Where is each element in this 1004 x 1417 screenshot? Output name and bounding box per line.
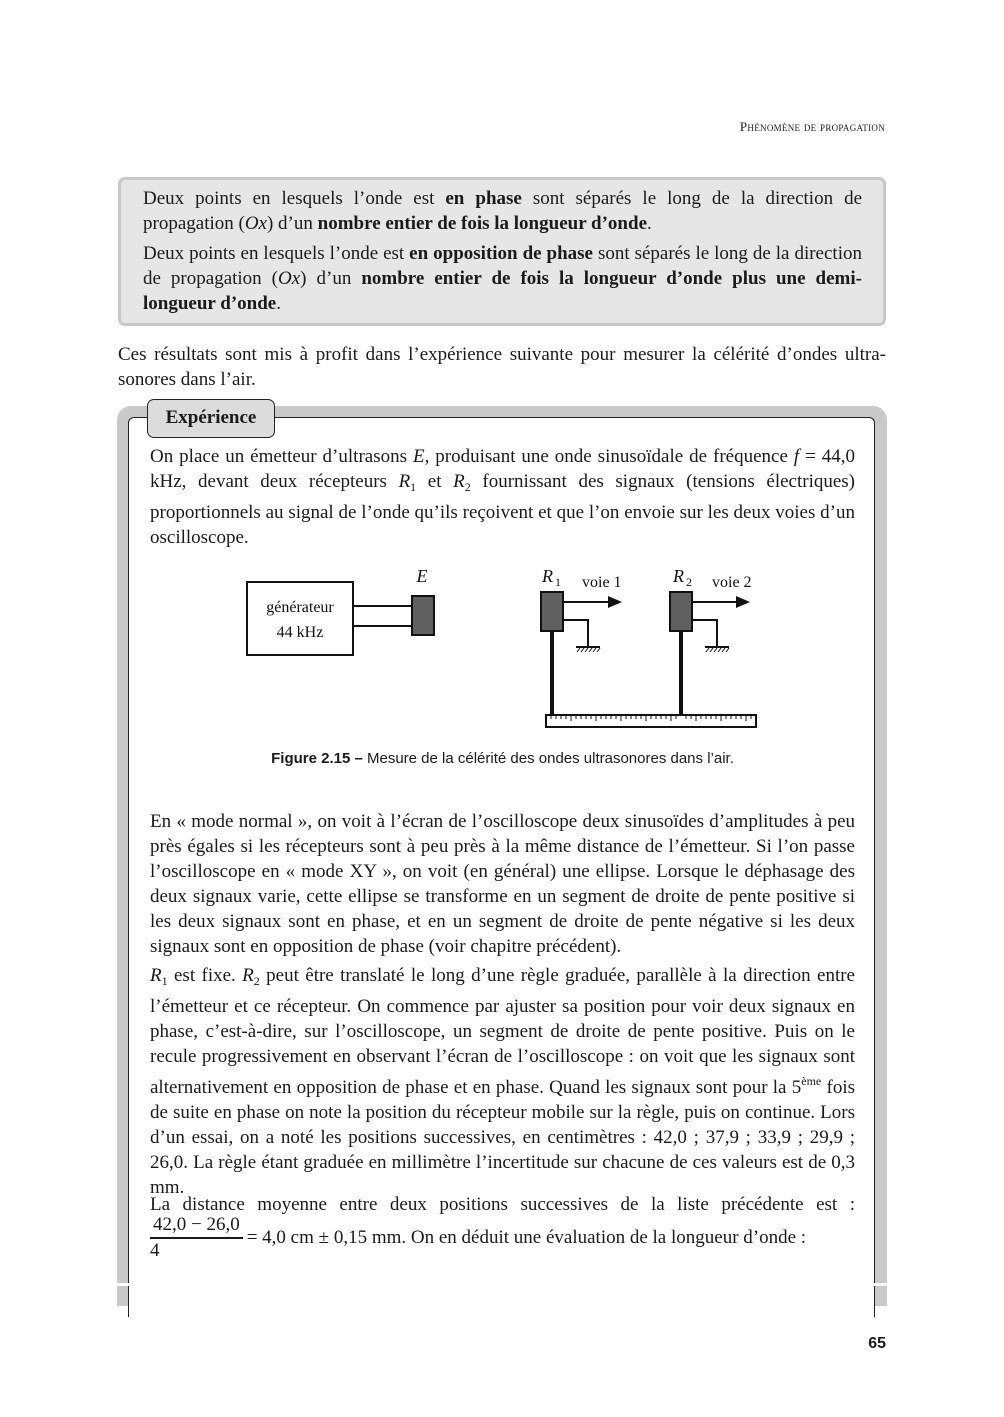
result-intro-text: La distance moyenne entre deux positions successives de la liste précédente est :	[150, 1194, 855, 1215]
page-number: 65	[868, 1335, 886, 1352]
generator-box	[247, 582, 353, 655]
definition-opposition: Deux points en lesquels l’onde est en opposition de phase sont séparés le long de la direction de propagation (Ox) d’un nombre entier de fois la longueur d’onde plus une demi-longueur d’onde.	[143, 243, 862, 314]
svg-text:R: R	[542, 566, 553, 586]
svg-text:1: 1	[555, 575, 561, 589]
intro-paragraph: Ces résultats sont mis à profit dans l’expérience suivante pour mesurer la célérité d’ondes ultra-sonores dans l’air.	[118, 344, 886, 390]
svg-text:44 kHz: 44 kHz	[276, 624, 324, 641]
result-formula-line: $\frac{42,0 - 26,0}{4}$ = 4,0 cm ± 0,15 mm. On en déduit une évaluation de la longueur d’onde :	[150, 1214, 807, 1261]
ground-2-icon	[705, 647, 729, 652]
channel-1-arrow-icon	[608, 596, 622, 608]
fraction-mean-distance: $\frac{42,0 - 26,0}{4}$	[150, 1214, 243, 1263]
receiver-1	[541, 566, 622, 715]
running-head: Phénomène de propagation	[739, 119, 885, 134]
experience-tab-label: Expérience	[147, 399, 275, 438]
figure-setup-diagram	[230, 560, 790, 740]
graduated-ruler	[546, 715, 756, 727]
channel-2-arrow-icon	[736, 596, 750, 608]
svg-text:voie 1: voie 1	[582, 574, 622, 591]
svg-text:2: 2	[686, 575, 692, 589]
emitter-transducer	[412, 566, 434, 635]
definition-in-phase: Deux points en lesquels l’onde est en phase sont séparés le long de la direction de propagation (Ox) d’un nombre entier de fois la longueur d’onde.	[143, 188, 862, 234]
ground-1-icon	[576, 647, 600, 652]
receiver-2	[670, 566, 752, 715]
svg-text:générateur: générateur	[266, 599, 334, 616]
experience-paragraph-result	[150, 1192, 855, 1263]
svg-text:R: R	[673, 566, 684, 586]
figure-caption: Figure 2.15 – Mesure de la célérité des ondes ultrasonores dans l’air.	[271, 750, 734, 767]
page-break-edge	[110, 1283, 900, 1286]
experience-paragraph-modes: En « mode normal », on voit à l’écran de l’oscilloscope deux sinusoïdes d’amplitudes à peu près égales si les récepteurs sont à peu près à la même distance de l’émetteur. Si l’on passe l’oscilloscope en « mode XY », on voit (en général) une ellipse. Lorsque le déphasage des deux signaux varie, cette ellipse se transforme en un segment de droite de pente positive si les deux signaux sont en phase, et en un segment de droite de pente négative si les deux signaux sont en opposition de phase (voir chapitre précédent).	[150, 811, 855, 957]
experience-paragraph-setup: On place un émetteur d’ultrasons E, produisant une onde sinusoïdale de fréquence f = 44,0 kHz, devant deux récepteurs $R_1$ et $R_2$ fournissant des signaux (tensions électriques) proportionnels au signal de l’onde qu’ils reçoivent et que l’on envoie sur les deux voies d’un oscilloscope.	[150, 446, 856, 548]
svg-text:E: E	[416, 566, 428, 586]
svg-text:voie 2: voie 2	[712, 574, 752, 591]
experience-paragraph-procedure: $R_1$ est fixe. $R_2$ peut être translaté le long d’une règle graduée, parallèle à la direction entre l’émetteur et ce récepteur. On commence par ajuster sa position pour voir deux signaux en phase, c’est-à-dire, sur l’oscilloscope, un segment de droite de pente positive. Puis on le recule progressivement en observant l’écran de l’oscilloscope : on voit que les signaux sont alternativement en opposition de phase et en phase. Quand les signaux sont pour la 5ème fois de suite en phase on note la position du récepteur mobile sur la règle, puis on continue. Lors d’un essai, on a noté les positions successives, en centimètres : 42,0 ; 37,9 ; 33,9 ; 29,9 ; 26,0. La règle étant graduée en millimètre l’incertitude sur chacune de ces valeurs est de 0,3 mm.	[150, 965, 855, 1198]
definition-box	[118, 177, 886, 326]
